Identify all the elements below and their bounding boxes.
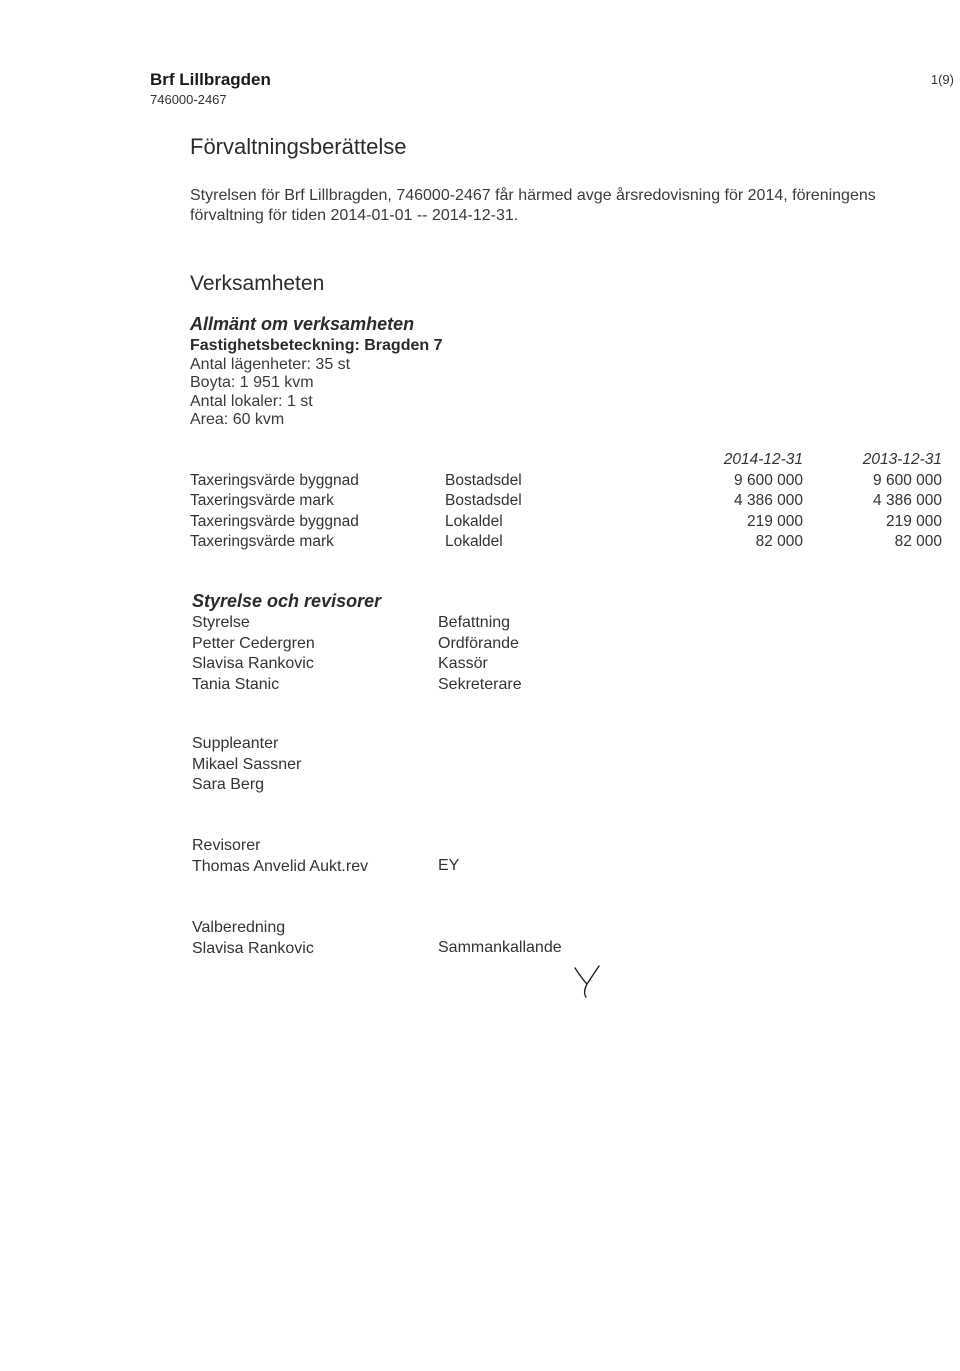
intro-paragraph [190, 186, 930, 226]
living-area: Boyta: 1 951 kvm [190, 374, 314, 391]
nomination-member-name: Slavisa Rankovic [192, 939, 314, 957]
value-2013: 219 000 [885, 512, 942, 530]
row-label: Taxeringsvärde mark [190, 492, 334, 509]
column-header-2013: 2013-12-31 [862, 451, 942, 468]
auditors-list [192, 836, 368, 877]
value-2013: 4 386 000 [873, 492, 942, 509]
column-header-2014: 2014-12-31 [723, 451, 803, 468]
deputy-name: Mikael Sassner [192, 755, 302, 773]
auditor-firm: EY [438, 857, 460, 874]
board-header: Styrelse [192, 614, 250, 631]
value-2013: 82 000 [894, 533, 942, 550]
deputies-header: Suppleanter [192, 735, 279, 752]
apartment-count: Antal lägenheter: 35 st [190, 355, 351, 373]
nomination-list [192, 918, 314, 959]
row-label: Taxeringsvärde byggnad [190, 471, 359, 489]
organization-name: Brf Lillbragden [150, 70, 271, 89]
row-type: Lokaldel [445, 512, 503, 530]
row-label: Taxeringsvärde mark [190, 533, 334, 550]
board-member-role: Ordförande [438, 634, 519, 652]
table-row [190, 533, 950, 554]
section-title-verksamheten: Verksamheten [190, 272, 325, 295]
tax-value-table [190, 451, 950, 554]
row-type: Bostadsdel [445, 471, 522, 489]
auditors-header: Revisorer [192, 837, 261, 854]
general-heading: Allmänt om verksamheten [190, 314, 415, 334]
organization-number: 746000-2467 [150, 92, 227, 107]
table-row [190, 472, 950, 493]
property-facts [190, 337, 443, 430]
premises-area: Area: 60 kvm [190, 411, 285, 428]
auditor-name: Thomas Anvelid Aukt.rev [192, 857, 369, 875]
board-member-role: Kassör [438, 655, 488, 672]
intro-line-1: Styrelsen för Brf Lillbragden, 746000-2467 får härmed avge årsredovisning för 2014, föreningens [190, 187, 876, 204]
role-header: Befattning [438, 614, 511, 631]
deputies-list [192, 734, 301, 796]
row-type: Bostadsdel [445, 492, 522, 509]
nomination-header: Valberedning [192, 919, 286, 936]
board-list [192, 613, 315, 695]
tax-table-header [190, 451, 950, 472]
table-row [190, 513, 950, 534]
page-number: 1(9) [930, 72, 954, 87]
board-roles [438, 613, 522, 695]
value-2013: 9 600 000 [873, 471, 942, 489]
premises-count: Antal lokaler: 1 st [190, 392, 313, 410]
value-2014: 219 000 [746, 512, 803, 530]
deputy-name: Sara Berg [192, 776, 265, 793]
row-label: Taxeringsvärde byggnad [190, 512, 359, 530]
value-2014: 82 000 [755, 533, 803, 550]
intro-line-2: förvaltning för tiden 2014-01-01 -- 2014-12-31. [190, 207, 519, 224]
value-2014: 9 600 000 [734, 471, 803, 489]
board-member-name: Slavisa Rankovic [192, 655, 314, 672]
board-heading: Styrelse och revisorer [192, 591, 382, 611]
property-designation: Fastighetsbeteckning: Bragden 7 [190, 337, 443, 354]
board-member-name: Petter Cedergren [192, 634, 315, 652]
document-title: Förvaltningsberättelse [190, 134, 407, 159]
table-row [190, 492, 950, 513]
board-member-role: Sekreterare [438, 675, 522, 693]
value-2014: 4 386 000 [734, 492, 803, 509]
handwritten-initials-mark [565, 960, 615, 1000]
nomination-member-role: Sammankallande [438, 939, 562, 956]
row-type: Lokaldel [445, 533, 503, 550]
board-member-name: Tania Stanic [192, 675, 280, 693]
